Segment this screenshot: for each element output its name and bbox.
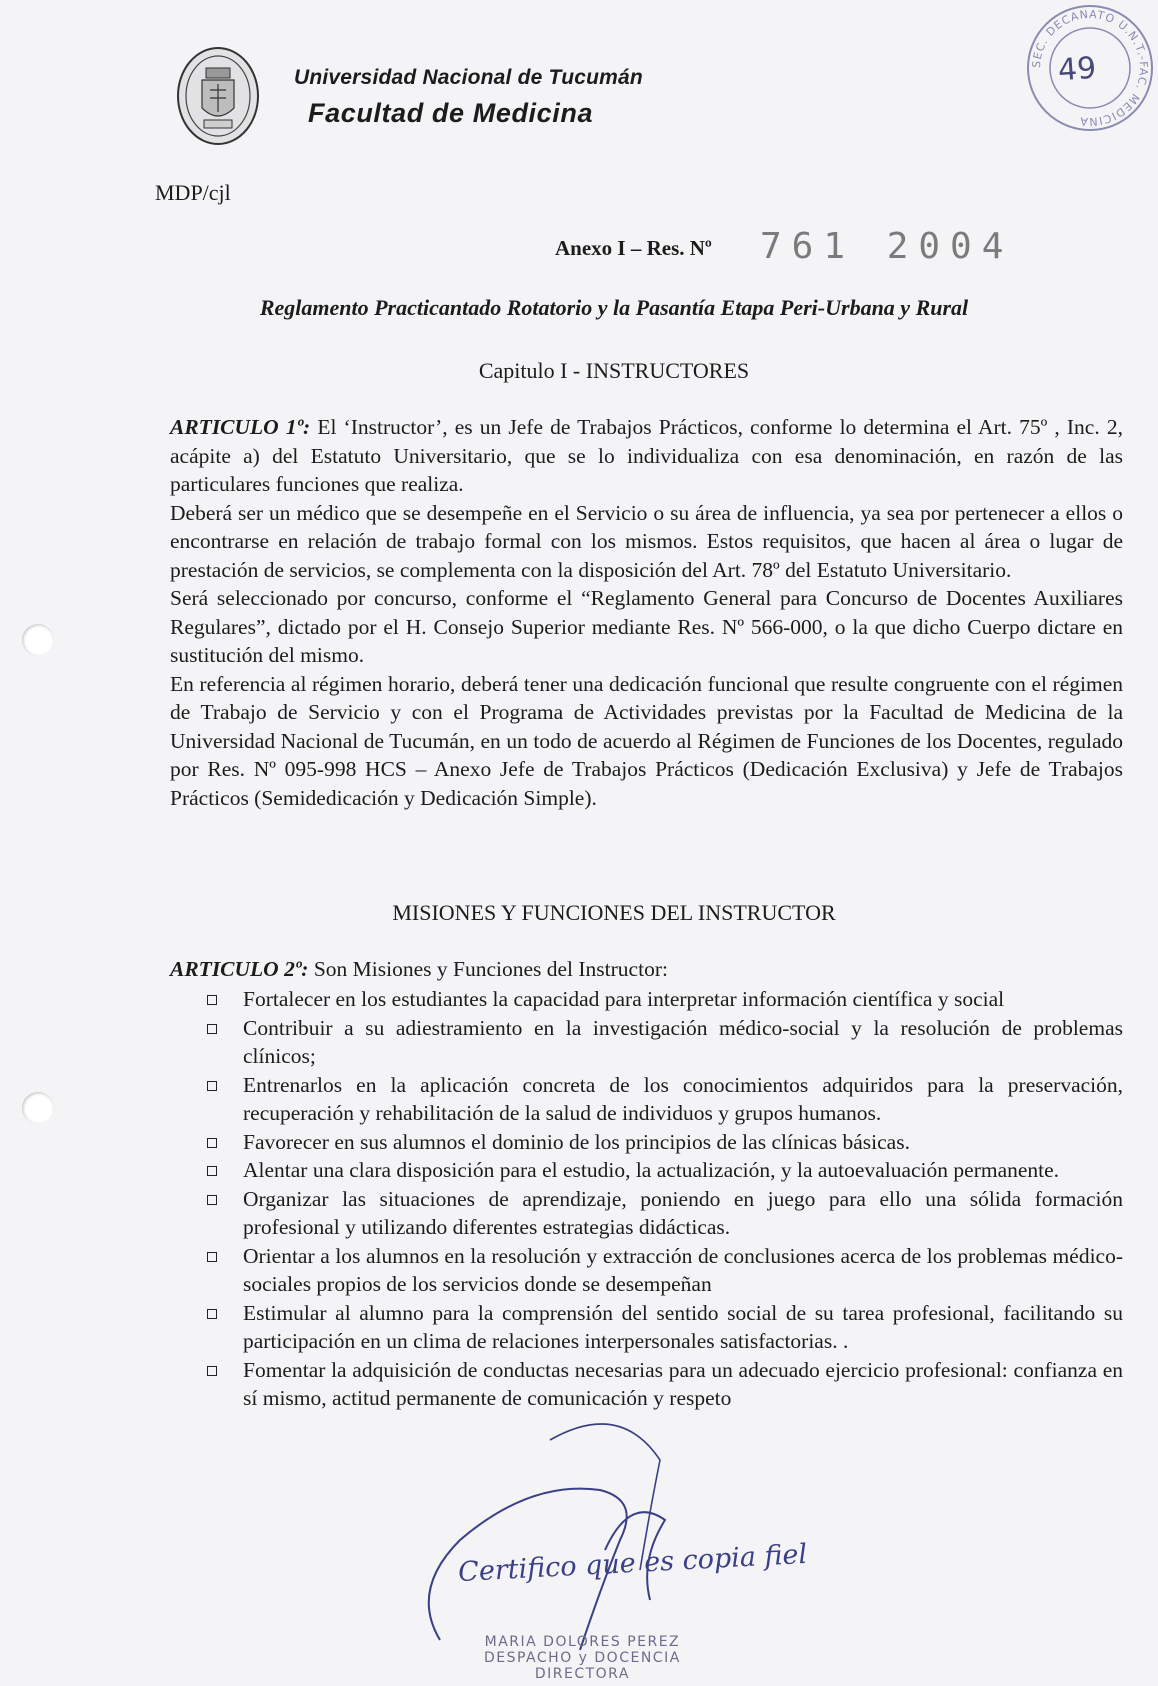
list-item: Orientar a los alumnos en la resolución y extracción de conclusiones acerca de los problemas médico-sociales propios de los servicios donde se desempeñan [205,1242,1123,1299]
faculty-name: Facultad de Medicina [308,98,594,128]
signer-office: DESPACHO y DOCENCIA [484,1650,681,1666]
article-1-paragraph-3: Será seleccionado por concurso, conforme el “Reglamento General para Concurso de Docentes Auxiliares Regulares”, dictado por el H. Consejo Superior mediante Res. Nº 566-000, o la que dicho Cuerpo dictare en sustitución del mismo. [170,586,1123,667]
checkbox-bullet-icon [207,995,217,1005]
list-item: Alentar una clara disposición para el estudio, la actualización, y la autoevaluación permanente. [205,1156,1123,1185]
functions-list [205,985,1123,1413]
article-1 [170,413,1123,812]
list-item: Contribuir a su adiestramiento en la investigación médico-social y la resolución de problemas clínicos; [205,1014,1123,1071]
list-item: Favorecer en sus alumnos el dominio de los principios de las clínicas básicas. [205,1128,1123,1157]
article-1-paragraph-4: En referencia al régimen horario, deberá tener una dedicación funcional que resulte congruente con el régimen de Trabajo de Servicio y con el Programa de Actividades previstas por la Facultad de Medicina de la Universidad Nacional de Tucumán, en un todo de acuerdo al Régimen de Funciones de los Docentes, regulado por Res. Nº 095-998 HCS – Anexo Jefe de Trabajos Prácticos (Dedicación Exclusiva) y Jefe de Trabajos Prácticos (Semidedicación y Dedicación Simple). [170,671,1123,810]
university-seal-icon [176,46,260,146]
punch-hole-icon [22,1092,54,1124]
article-1-label: ARTICULO 1º: [170,415,311,439]
list-item: Organizar las situaciones de aprendizaje, poniendo en juego para ello una sólida formación profesional y utilizando diferentes estrategias didácticas. [205,1185,1123,1242]
signature-stamp [484,1634,681,1682]
checkbox-bullet-icon [207,1252,217,1262]
signer-role: DIRECTORA [534,1666,630,1682]
article-1-paragraph-1: ARTICULO 1º: El ‘Instructor’, es un Jefe de Trabajos Prácticos, conforme lo determina el Art. 75º , Inc. 2, acápite a) del Estatuto Universitario, que se lo individualiza con esa denominación, en razón de las particulares funciones que realiza. [170,415,1123,496]
regulation-title: Reglamento Practicantado Rotatorio y la Pasantía Etapa Peri-Urbana y Rural [259,295,969,320]
resolution-number: 761 2004 [760,226,1014,267]
certification-handwriting: Certifico que es copia fiel [457,1538,808,1589]
signer-name: MARIA DOLORES PEREZ [484,1634,681,1650]
article-2-intro: ARTICULO 2º: Son Misiones y Funciones del Instructor: [170,957,668,981]
page-number: 49 [1056,50,1098,89]
punch-hole-icon [22,624,54,656]
university-name: Universidad Nacional de Tucumán [294,66,643,89]
article-2-label: ARTICULO 2º: [170,957,309,981]
checkbox-bullet-icon [207,1309,217,1319]
checkbox-bullet-icon [207,1024,217,1034]
reference-initials: MDP/cjl [155,180,231,205]
checkbox-bullet-icon [207,1195,217,1205]
chapter-heading: Capitulo I - INSTRUCTORES [478,358,750,383]
list-item: Entrenarlos en la aplicación concreta de los conocimientos adquiridos para la preservación, recuperación y rehabilitación de la salud de individuos y grupos humanos. [205,1071,1123,1128]
checkbox-bullet-icon [207,1138,217,1148]
checkbox-bullet-icon [207,1166,217,1176]
annex-label: Anexo I – Res. Nº [555,236,712,260]
checkbox-bullet-icon [207,1366,217,1376]
article-1-paragraph-2: Deberá ser un médico que se desempeñe en el Servicio o su área de influencia, ya sea por pertenecer a ellos o encontrarse en relación de trabajo formal con los mismos. Estos requisitos, que hacen al área o lugar de prestación de servicios, se complementa con la disposición del Art. 78º del Estatuto Universitario. [170,500,1123,582]
checkbox-bullet-icon [207,1081,217,1091]
section-heading-misiones: MISIONES Y FUNCIONES DEL INSTRUCTOR [392,900,836,925]
stamp-ring-text: SEC. DECANATO U.N.T.-FAC. MEDICINA [1029,7,1151,129]
list-item: Estimular al alumno para la comprensión del sentido social de su tarea profesional, facilitando su participación en un clima de relaciones interpersonales satisfactorias. . [205,1299,1123,1356]
list-item: Fortalecer en los estudiantes la capacidad para interpretar información científica y social [205,985,1123,1014]
list-item: Fomentar la adquisición de conductas necesarias para un adecuado ejercicio profesional: confianza en sí mismo, actitud permanente de comunicación y respeto [205,1356,1123,1413]
